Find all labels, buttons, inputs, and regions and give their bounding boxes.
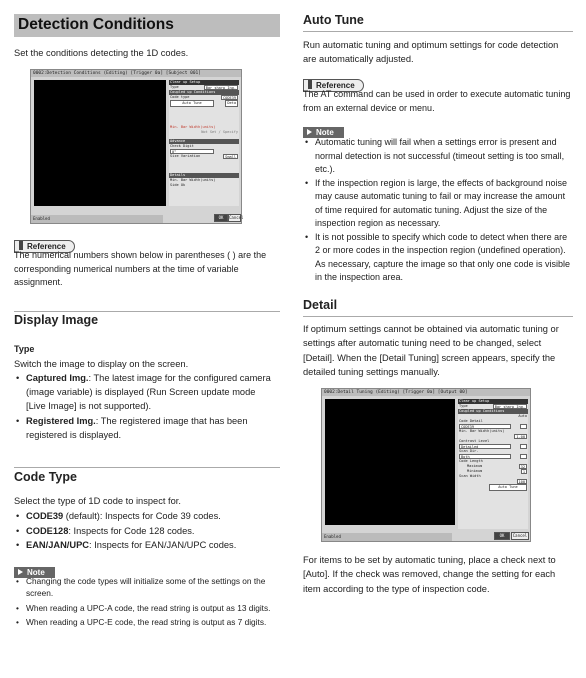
reference-badge: Reference (303, 75, 364, 93)
code-type-body (14, 494, 276, 552)
auto-row: Auto (518, 414, 527, 418)
list-item: • Automatic tuning will fail when a settings error is present and normal detection is not successful (timeout setting is too small, etc.). (303, 136, 571, 177)
size-variation-select[interactable]: Small (225, 155, 236, 159)
maximum-row: Maximum 32 (467, 464, 525, 469)
panel-header: Clear up Setup (458, 399, 528, 404)
min-bar-input[interactable]: 1.00 (516, 435, 525, 439)
note-badge: Note (303, 122, 344, 140)
code-type-select[interactable]: CODE39 (223, 96, 236, 100)
scan-width-label: Scan Width (459, 474, 481, 478)
contrast-label: Contrast Level (459, 439, 490, 443)
list-item: • When reading a UPC-E code, the read string is output as 7 digits. (14, 616, 276, 628)
coupled-header: Coupled up Conditions (458, 409, 528, 414)
min-bar-width2-row: Min. Bar Width(units) (170, 178, 216, 182)
settings-panel (169, 80, 239, 206)
panel-header: Clear up Setup (169, 80, 239, 85)
detail-tuning-screenshot (321, 388, 531, 542)
settings-panel (458, 399, 528, 529)
list-item: • Changing the code types will initialize some of the settings on the screen. (14, 575, 276, 600)
auto-checkbox[interactable] (520, 454, 527, 459)
code-detail-select[interactable]: CODE39 (459, 424, 511, 429)
size-variation-row: Size Variation Small (170, 154, 236, 159)
auto-tune-intro: Run automatic tuning and optimum settings for code detection are automatically adjusted. (303, 40, 559, 65)
section-rule (14, 467, 280, 468)
not-set-row: Not Set / Specify (201, 130, 238, 134)
triangle-icon (307, 129, 312, 135)
ok-button[interactable]: OK (214, 214, 228, 222)
section-rule (303, 316, 573, 317)
minimum-input[interactable]: 1 (522, 470, 525, 474)
code-length-label: Code Length (459, 459, 483, 463)
section-rule (303, 31, 573, 32)
display-image-body (14, 343, 276, 442)
auto-tune-button[interactable]: Auto Tune (170, 100, 214, 107)
scan-width-input[interactable]: 100 (518, 480, 525, 484)
status-bar: Enabled (322, 533, 452, 541)
type-row: Type Bar sharp Ing. (459, 404, 525, 409)
detail-heading: Detail (303, 298, 338, 312)
auto-tune-button[interactable]: Auto Tune (489, 484, 527, 491)
list-item: • If the inspection region is large, the effects of background noise may cause automatic tuning to fail or may increase the amount of time required for automatic tuning. Adjust the size of the inspection region as necessary. (303, 177, 571, 231)
section-rule (14, 311, 280, 312)
advance-header: Advance (169, 139, 239, 144)
auto-checkbox[interactable] (520, 444, 527, 449)
detail-button[interactable]: Deta (227, 101, 236, 105)
camera-view (34, 80, 166, 206)
coupled-header: Coupled up Conditions (169, 90, 239, 95)
ok-button[interactable]: OK (494, 532, 510, 540)
list-item: • Captured Img.: The latest image for the configured camera (image variable) is displayed (Run Screen update mode [Live Image] is not supported). (14, 371, 276, 414)
code-type-notes (14, 575, 276, 631)
side-ok-row: Side Ok (170, 183, 186, 187)
auto-tune-reference-text: The AT command can be used in order to execute automatic tuning from an external device or menu. (303, 89, 571, 113)
detection-conditions-header (14, 14, 280, 37)
detection-intro: Set the conditions detecting the 1D codes. (14, 48, 189, 58)
maximum-input[interactable]: 32 (520, 465, 525, 469)
minimum-row: Minimum 1 (467, 469, 525, 474)
min-bar-label: Min. Bar Width(units) (459, 429, 505, 433)
contrast-select[interactable]: Detailed (459, 444, 511, 449)
code-type-intro: Select the type of 1D code to inspect for. (14, 496, 181, 506)
list-item: • It is not possible to specify which code to detect when there are 2 or more codes in the inspection region (undefined operation). As necessary, capture the image so that only one code is visible in the inspection area. (303, 231, 571, 285)
check-digit-select[interactable]: 0° (170, 149, 214, 154)
scan-dir-select[interactable]: Both (459, 454, 511, 459)
details-header: Details (169, 173, 239, 178)
detection-conditions-screenshot (30, 69, 242, 224)
detection-conditions-title: Detection Conditions (18, 16, 174, 33)
display-image-heading: Display Image (14, 313, 99, 327)
type-label: Type (14, 344, 35, 354)
reference-badge: Reference (14, 236, 75, 254)
camera-view (325, 399, 455, 525)
code-type-row: Code type CODE39 (170, 95, 236, 100)
type-row: Type Bar sharp Ing. (170, 85, 236, 90)
list-item: • EAN/JAN/UPC: Inspects for EAN/JAN/UPC codes. (14, 538, 276, 552)
auto-tune-row (458, 484, 528, 491)
reference-text: The numerical numbers shown below in parentheses ( ) are the corresponding numerical numbers at the time of variable assignment. (14, 250, 267, 287)
list-item: • CODE128: Inspects for Code 128 codes. (14, 524, 276, 538)
auto-tune-heading: Auto Tune (303, 13, 364, 27)
auto-tune-notes (303, 136, 571, 285)
detail-intro: If optimum settings cannot be obtained via automatic tuning or settings after automatic tuning need to be changed, select [Detail]. When the [Detail Tuning] screen appears, specify the detailed tuning settings manually. (303, 324, 559, 377)
code-detail-label: Code Detail (459, 419, 483, 423)
screenshot-title: 0002:Detail Tuning (Editing) [Trigger 0a] [Output 00] (322, 389, 530, 396)
code-type-list (14, 509, 276, 552)
note-badge: Note (14, 562, 55, 580)
code-type-heading: Code Type (14, 470, 77, 484)
check-digit-row: Check Digit (170, 144, 194, 148)
cancel-button[interactable]: Cancel (512, 533, 528, 538)
min-bar-width-row: Min. Bar Width(units) (170, 125, 216, 129)
cancel-button[interactable]: Cancel (229, 215, 244, 220)
tune-buttons-row (169, 100, 239, 107)
type-desc: Switch the image to display on the screen. (14, 358, 189, 369)
list-item: • CODE39 (default): Inspects for Code 39 codes. (14, 509, 276, 523)
detail-outro: For items to be set by automatic tuning, place a check next to [Auto]. If the check was removed, change the setting for each item according to the type of inspection code. (303, 555, 556, 594)
status-bar: Enabled (31, 215, 163, 223)
screenshot-title: 0002:Detection Conditions (Editing) [Trigger 0a] [Subject 001] (31, 70, 241, 77)
list-item: • When reading a UPC-A code, the read string is output as 13 digits. (14, 602, 276, 614)
type-select[interactable]: Bar sharp Ing. (205, 86, 236, 90)
scan-dir-label: Scan Dir. (459, 449, 479, 453)
display-image-list (14, 371, 276, 442)
auto-checkbox[interactable] (520, 424, 527, 429)
list-item: • Registered Img.: The registered image that has been registered is displayed. (14, 414, 276, 443)
type-select[interactable]: Bar sharp Ing. (494, 405, 525, 409)
